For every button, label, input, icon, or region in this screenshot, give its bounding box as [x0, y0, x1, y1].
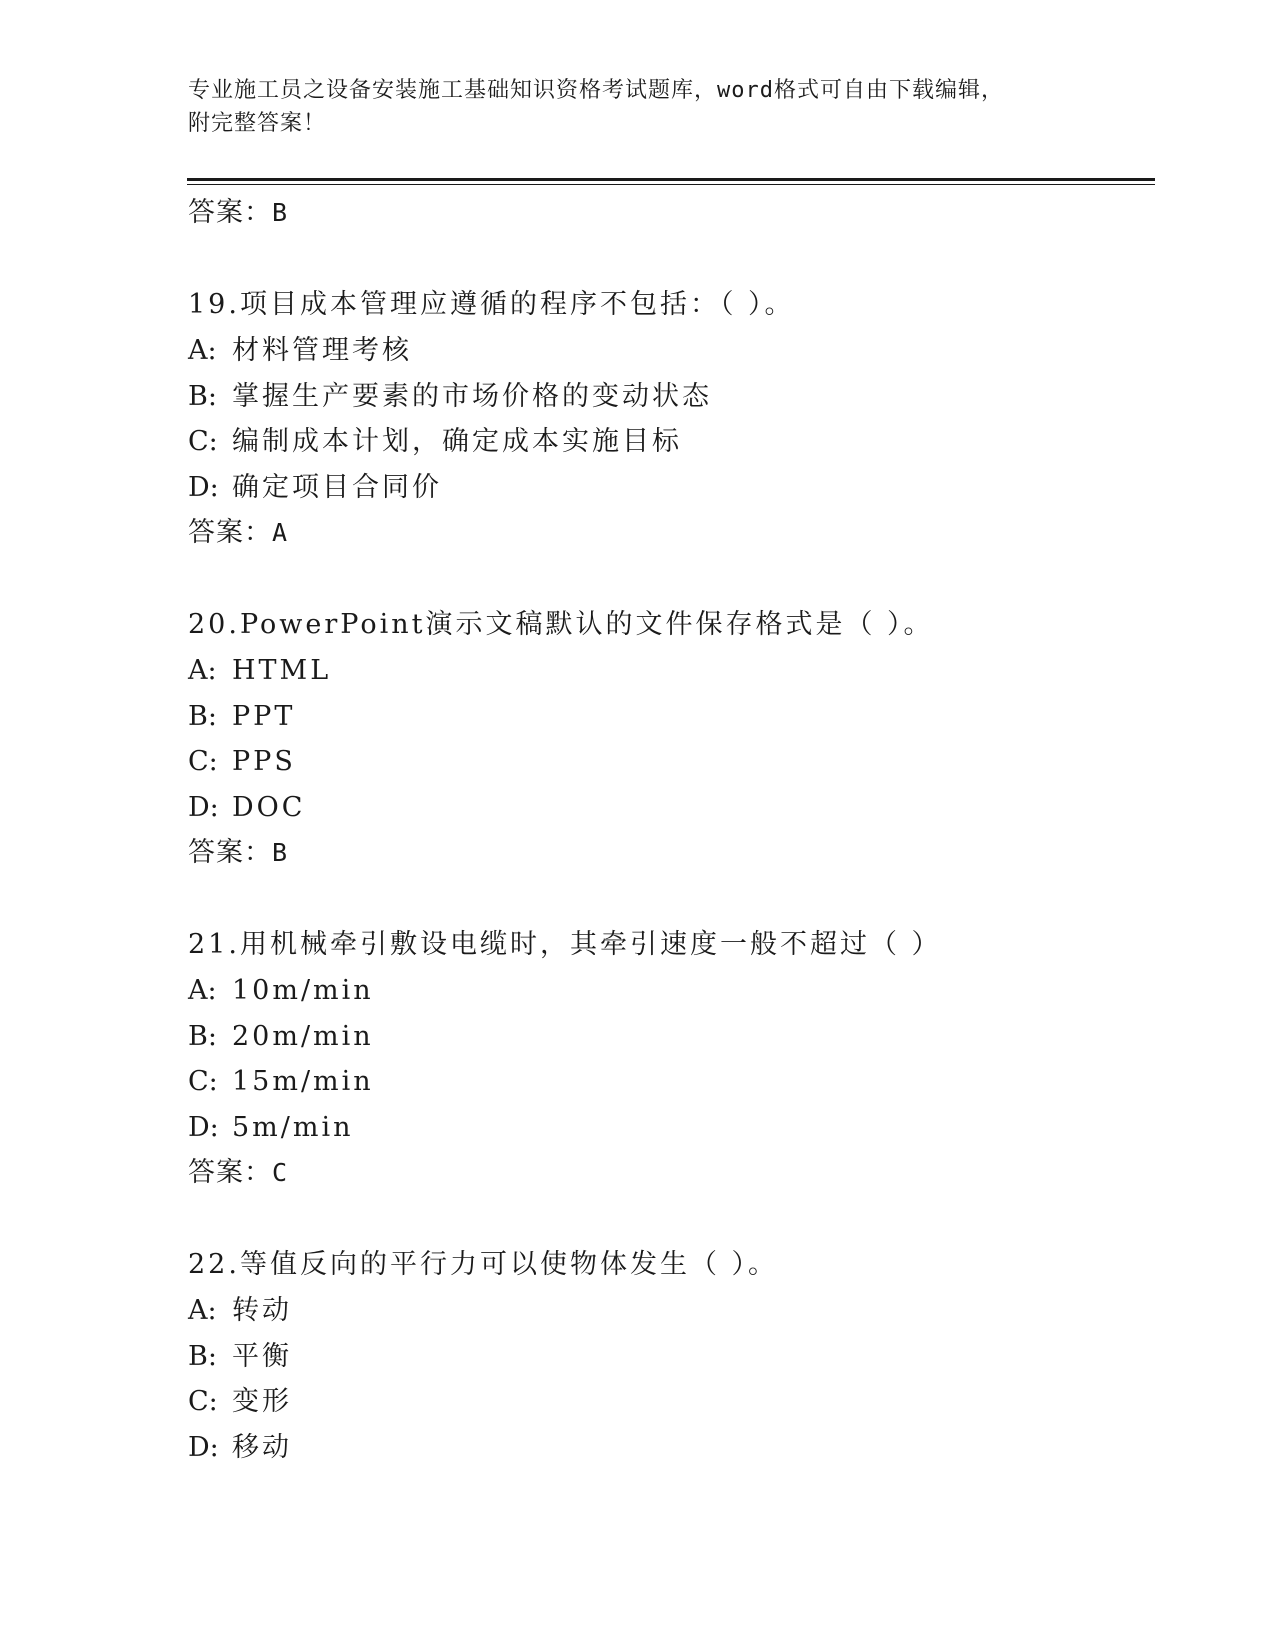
answer-value: B [272, 198, 289, 227]
option-key: D: [188, 791, 219, 823]
option-text: PPS [232, 746, 296, 777]
option-text: 平衡 [232, 1340, 292, 1372]
answer-line [188, 1150, 1148, 1196]
option-d [188, 465, 1148, 511]
option-text: 15m/min [232, 1066, 374, 1097]
option-key: D: [188, 1111, 219, 1143]
option-a [188, 328, 1148, 374]
option-key: A: [188, 335, 217, 366]
question-block-21 [188, 922, 1148, 1196]
header-divider-thin [187, 184, 1155, 185]
answer-line [188, 510, 1148, 556]
answer-value: B [272, 838, 289, 867]
option-b [188, 1014, 1148, 1060]
option-text: DOC [232, 791, 306, 823]
option-text: 20m/min [232, 1020, 374, 1052]
option-d [188, 1425, 1148, 1471]
answer-label: 答案： [188, 837, 272, 868]
option-a [188, 648, 1148, 694]
option-b [188, 1334, 1148, 1380]
answer-label: 答案： [188, 197, 272, 228]
option-text: PPT [232, 700, 296, 732]
option-b [188, 374, 1148, 420]
question-text: 20.PowerPoint演示文稿默认的文件保存格式是（ ）。 [188, 609, 934, 640]
option-text: 转动 [232, 1295, 292, 1326]
answer-label: 答案： [188, 517, 272, 548]
option-key: C: [188, 426, 218, 457]
option-key: D: [188, 1431, 219, 1463]
question-list [188, 190, 1148, 1470]
option-c [188, 1379, 1148, 1425]
header-divider-thick [187, 178, 1155, 181]
option-text: 移动 [232, 1431, 292, 1463]
question-block-22 [188, 1242, 1148, 1470]
option-key: D: [188, 471, 219, 503]
option-d [188, 1105, 1148, 1151]
option-key: A: [188, 975, 217, 1006]
option-text: 变形 [232, 1386, 292, 1417]
option-text: 编制成本计划，确定成本实施目标 [232, 426, 682, 457]
answer-label: 答案： [188, 1157, 272, 1188]
option-key: C: [188, 1386, 218, 1417]
spacer [188, 556, 1148, 602]
answer-line [188, 830, 1148, 876]
option-key: B: [188, 700, 217, 732]
option-key: B: [188, 1020, 217, 1052]
option-key: A: [188, 1295, 217, 1326]
option-d [188, 785, 1148, 831]
answer-value: A [272, 518, 289, 547]
question-text: 21.用机械牵引敷设电缆时，其牵引速度一般不超过（ ） [188, 929, 942, 960]
option-text: 5m/min [232, 1111, 354, 1143]
spacer [188, 1196, 1148, 1242]
option-b [188, 694, 1148, 740]
question-block-20 [188, 602, 1148, 876]
option-c [188, 419, 1148, 465]
option-text: 10m/min [232, 975, 374, 1006]
option-key: A: [188, 655, 217, 686]
option-text: 材料管理考核 [232, 335, 412, 366]
question-text: 19.项目成本管理应遵循的程序不包括：（ ）。 [188, 289, 795, 320]
option-key: C: [188, 746, 218, 777]
spacer [188, 876, 1148, 922]
header-title-line-2: 附完整答案！ [188, 111, 327, 136]
option-a [188, 1288, 1148, 1334]
spacer [188, 236, 1148, 282]
option-key: B: [188, 1340, 217, 1372]
option-a [188, 968, 1148, 1014]
question-text: 22.等值反向的平行力可以使物体发生（ ）。 [188, 1249, 779, 1280]
header-title-line-1: 专业施工员之设备安装施工基础知识资格考试题库，word格式可自由下载编辑， [188, 78, 1004, 103]
option-c [188, 739, 1148, 785]
option-text: 掌握生产要素的市场价格的变动状态 [232, 380, 712, 412]
option-c [188, 1059, 1148, 1105]
option-key: B: [188, 380, 217, 412]
answer-value: C [272, 1158, 289, 1187]
option-text: HTML [232, 655, 332, 686]
option-key: C: [188, 1066, 218, 1097]
option-text: 确定项目合同价 [232, 471, 442, 503]
document-header [188, 74, 1088, 140]
answer-line-prev [188, 190, 1148, 236]
question-block-19 [188, 282, 1148, 556]
